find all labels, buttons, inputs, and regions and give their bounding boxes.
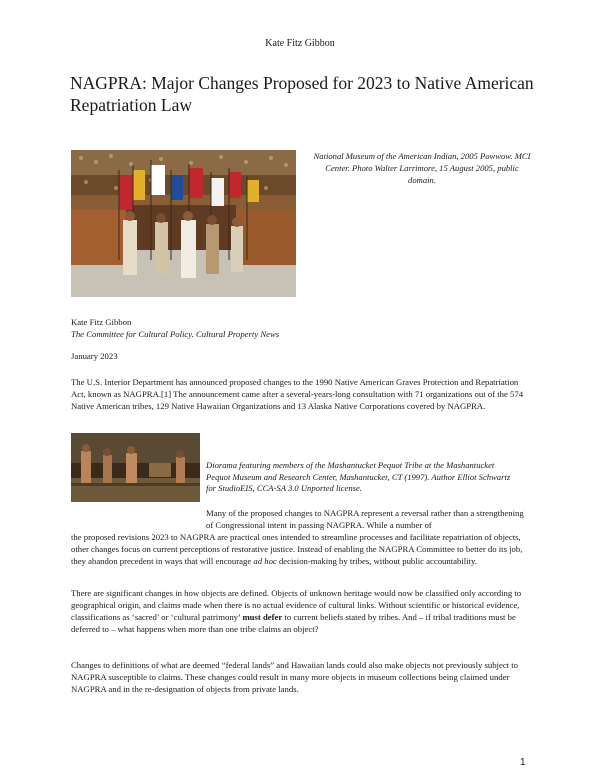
byline-author: Kate Fitz Gibbon xyxy=(71,317,132,327)
paragraph-intro xyxy=(71,376,531,412)
paragraph-reversal-after: decision-making by tribes, without public accountability. xyxy=(276,556,477,566)
powwow-photo-caption: National Museum of the American Indian, 2005 Powwow. MCI Center. Photo Walter Larrimore, 15 August 2005, public domain. xyxy=(313,151,531,185)
paragraph-reversal-before: the proposed revisions 2023 to NAGPRA are practical ones intended to streamline processes and facilitate repatriation of objects, other changes focus on current perceptions of restorative justice. Instead of enabling the NAGPRA Committee to better do its job, they abandon precedent in ways that will encourage xyxy=(71,532,523,566)
diorama-photo xyxy=(71,433,200,502)
paragraph-definitions xyxy=(71,587,531,635)
byline-organization: The Committee for Cultural Policy. Cultural Property News xyxy=(71,329,280,339)
powwow-photo xyxy=(71,150,296,297)
must-defer-bold: must defer xyxy=(242,612,283,622)
ad-hoc-italic: ad hoc xyxy=(253,556,277,566)
paragraph-reversal-wrapped: Many of the proposed changes to NAGPRA represent a reversal rather than a strengthening of Congressional intent in passing NAGPRA. While a number of xyxy=(206,508,524,530)
paragraph-intro-before: The U.S. Interior Department has announced proposed changes to the 1990 Native American Graves Protection and Repatriation Act, known as NAGPRA. xyxy=(71,377,519,399)
diorama-photo-caption: Diorama featuring members of the Mashantucket Pequot Tribe at the Mashantucket Pequot Museum and Research Center, Mashantucket, CT (1997). Author Elliot Schwartz for StudioEIS, CCA-SA 3.0 Unported license. xyxy=(206,460,511,493)
page-number: 1 xyxy=(520,757,526,768)
paragraph-reversal xyxy=(71,531,531,567)
paragraph-federal-lands: Changes to definitions of what are deemed “federal lands” and Hawaiian lands could also make objects not previously subject to NAGPRA susceptible to claims. These changes could result in many more objects in museum collections being claimed under NAGPRA and in the re-designation of objects from private lands. xyxy=(71,660,519,694)
article-title: NAGPRA: Major Changes Proposed for 2023 to Native American Repatriation Law xyxy=(70,73,534,115)
footnote-link[interactable]: [1] xyxy=(161,389,172,399)
paragraph-definitions-before: There are significant changes in how objects are defined. Objects of unknown heritage would now be classified only according to geographical origin, and claims made when there is no actual evidence of cultural links. Without scientific or historical evidence, classifications as ‘sacred’ or ‘cultural patrimony’ xyxy=(71,588,522,622)
running-header: Kate Fitz Gibbon xyxy=(265,38,335,49)
paragraph-intro-after: The announcement came after a several-years-long consultation with 71 organizations out of the 574 Native American tribes, 129 Native Hawaiian Organizations and 13 Alaska Native Corporations covered by NAGPRA. xyxy=(71,389,524,411)
paragraph-definitions-after: to current beliefs stated by tribes. And – if tribal traditions must be deferred to – what happens when more than one tribe claims an object? xyxy=(71,612,516,634)
publication-date: January 2023 xyxy=(71,351,118,361)
